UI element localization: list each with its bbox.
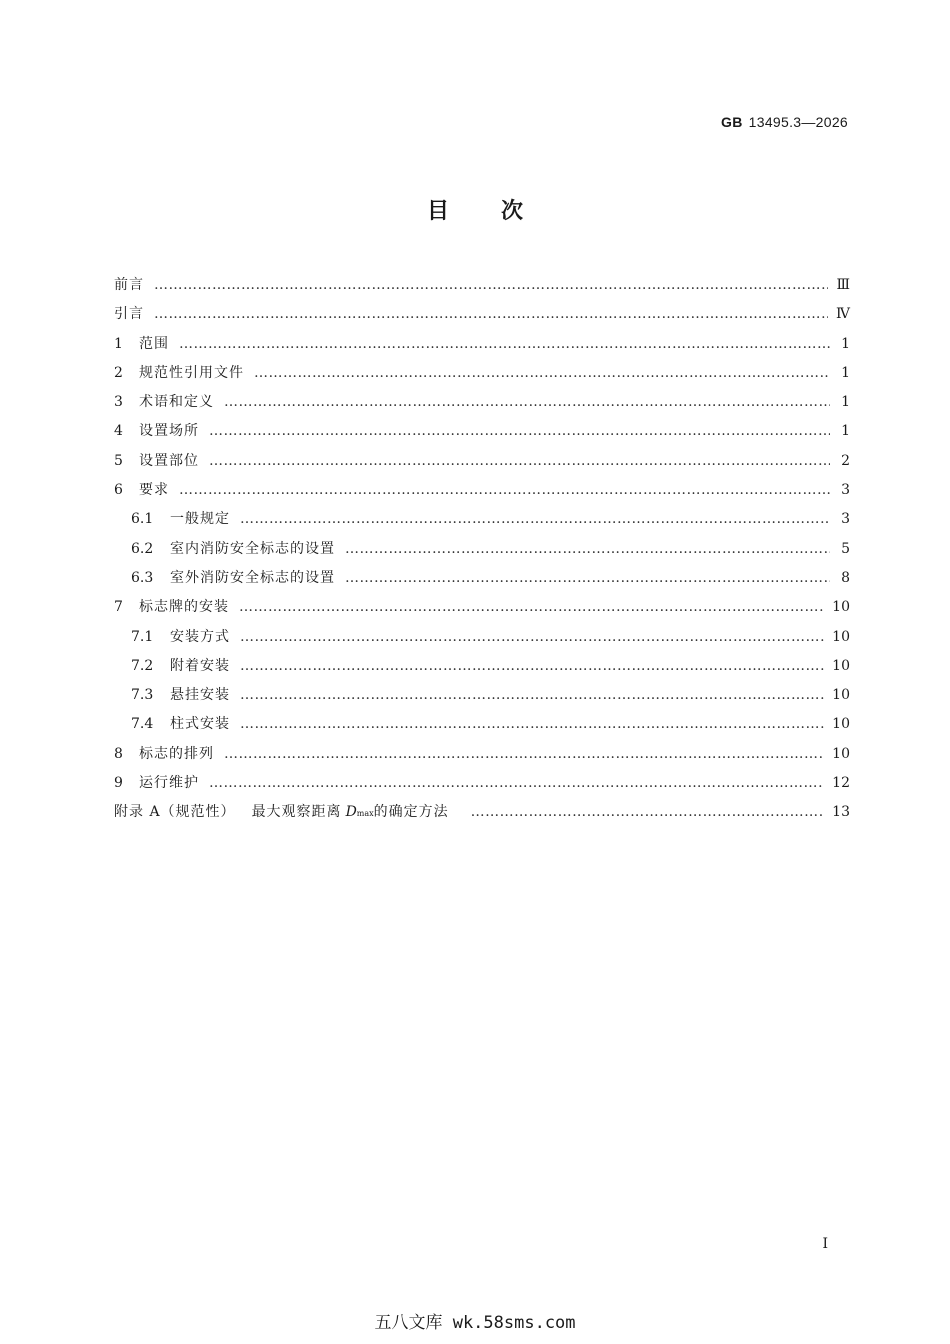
toc-entry[interactable] (114, 593, 850, 622)
toc-entry-label: 悬挂安装 (170, 687, 230, 704)
toc-leader-dots (240, 652, 824, 681)
standard-code-number: 13495.3—2026 (748, 114, 848, 130)
toc-entry[interactable] (114, 359, 850, 388)
toc-entry-page: Ⅲ (836, 277, 850, 293)
toc-entry-page: 1 (841, 394, 850, 411)
toc-entry-label: 规范性引用文件 (139, 364, 244, 381)
toc-entry[interactable] (114, 417, 850, 446)
toc-entry-page: Ⅳ (836, 306, 850, 323)
toc-leader-dots (224, 388, 830, 417)
toc-entry[interactable] (114, 271, 850, 300)
toc-entry-appendix[interactable] (114, 798, 850, 827)
toc-leader-dots (154, 271, 828, 300)
toc-entry-label: 前言 (114, 277, 144, 293)
toc-entry-page: 10 (832, 716, 850, 733)
toc-entry-page: 1 (841, 364, 850, 381)
toc-leader-dots (345, 535, 830, 564)
toc-entry-number: 7.1 (131, 628, 154, 645)
toc-entry-label: 室内消防安全标志的设置 (170, 540, 335, 557)
toc-leader-dots (209, 769, 824, 798)
toc-entry[interactable] (114, 447, 850, 476)
toc-entry-page: 8 (841, 569, 850, 586)
toc-entry-number: 2 (114, 364, 123, 381)
toc-entry-number: 6 (114, 482, 123, 499)
toc-entry-label: 标志牌的安装 (139, 599, 229, 616)
toc-entry-label: 范围 (139, 335, 169, 352)
toc-entry-page: 10 (832, 628, 850, 645)
toc-leader-dots (240, 505, 830, 534)
toc-leader-dots (240, 623, 824, 652)
toc-entry[interactable] (114, 330, 850, 359)
toc-entry-number: 9 (114, 775, 123, 792)
toc-entry-label: 标志的排列 (139, 745, 214, 762)
toc-entry-page: 13 (832, 804, 850, 821)
toc-entry[interactable] (114, 535, 850, 564)
toc-entry-label: 安装方式 (170, 628, 230, 645)
page-title: 目次 (426, 199, 575, 224)
toc-leader-dots (345, 564, 830, 593)
toc-entry-label: 运行维护 (139, 775, 199, 792)
standard-code (721, 114, 848, 130)
appendix-label: 最大观察距离 (251, 804, 342, 821)
watermark-text: 五八文库 wk.58sms.com (374, 1313, 576, 1333)
toc-entry-number: 3 (114, 394, 123, 411)
toc-entry-number: 6.3 (131, 569, 154, 586)
toc-entry-label: 设置场所 (139, 423, 199, 440)
toc-entry-label: 要求 (139, 482, 169, 499)
toc-entry-label: 柱式安装 (170, 716, 230, 733)
toc-entry-number: 5 (114, 452, 123, 469)
toc-entry-page: 12 (832, 775, 850, 792)
toc-entry[interactable] (114, 652, 850, 681)
toc-leader-dots (240, 681, 824, 710)
toc-leader-dots (209, 447, 830, 476)
toc-entry-number: 7.2 (131, 657, 154, 674)
toc-entry-label: 术语和定义 (139, 394, 214, 411)
page-folio: I (822, 1236, 828, 1252)
toc-entry[interactable] (114, 476, 850, 505)
toc-entry[interactable] (114, 564, 850, 593)
toc-entry-page: 10 (832, 687, 850, 704)
toc-leader-dots (240, 710, 824, 739)
toc-entry[interactable] (114, 681, 850, 710)
toc-entry-page: 5 (841, 540, 850, 557)
toc-entry[interactable] (114, 623, 850, 652)
toc-entry-number: 6.2 (131, 540, 154, 557)
toc-entry-page: 10 (832, 599, 850, 616)
toc-entry-page: 1 (841, 335, 850, 352)
toc-entry-number: 7 (114, 599, 123, 616)
toc-entry-number: 7.4 (131, 716, 154, 733)
toc-entry-page: 10 (832, 745, 850, 762)
toc-entry[interactable] (114, 769, 850, 798)
toc-leader-dots (179, 476, 830, 505)
toc-entry[interactable] (114, 505, 850, 534)
toc-entry-label: 附着安装 (170, 657, 230, 674)
toc-entry-number: 7.3 (131, 687, 154, 704)
toc-entry-label: 室外消防安全标志的设置 (170, 569, 335, 586)
appendix-prefix: 附录 A（规范性） (114, 804, 236, 821)
standard-code-prefix: GB (721, 114, 743, 130)
toc-entry[interactable] (114, 710, 850, 739)
toc-leader-dots (224, 740, 824, 769)
toc-entry-label: 设置部位 (139, 452, 199, 469)
toc-entry-page: 3 (841, 482, 850, 499)
toc-entry[interactable] (114, 740, 850, 769)
appendix-variable: D (345, 804, 357, 821)
appendix-variable-subscript: max (356, 809, 374, 819)
toc-entry-label: 引言 (114, 306, 144, 323)
table-of-contents (114, 271, 850, 828)
toc-leader-dots (471, 798, 825, 827)
toc-entry-label: 一般规定 (170, 511, 230, 528)
toc-entry-page: 10 (832, 657, 850, 674)
toc-entry-page: 3 (841, 511, 850, 528)
toc-entry-page: 1 (841, 423, 850, 440)
toc-leader-dots (254, 359, 830, 388)
toc-leader-dots (209, 417, 830, 446)
toc-entry[interactable] (114, 388, 850, 417)
toc-entry-number: 6.1 (131, 511, 154, 528)
appendix-suffix: 的确定方法 (373, 804, 449, 821)
toc-leader-dots (239, 593, 824, 622)
toc-entry-number: 8 (114, 745, 123, 762)
toc-entry[interactable] (114, 300, 850, 329)
toc-leader-dots (179, 330, 830, 359)
toc-entry-number: 4 (114, 423, 123, 440)
toc-entry-page: 2 (841, 452, 850, 469)
toc-leader-dots (154, 300, 828, 329)
toc-entry-number: 1 (114, 335, 123, 352)
